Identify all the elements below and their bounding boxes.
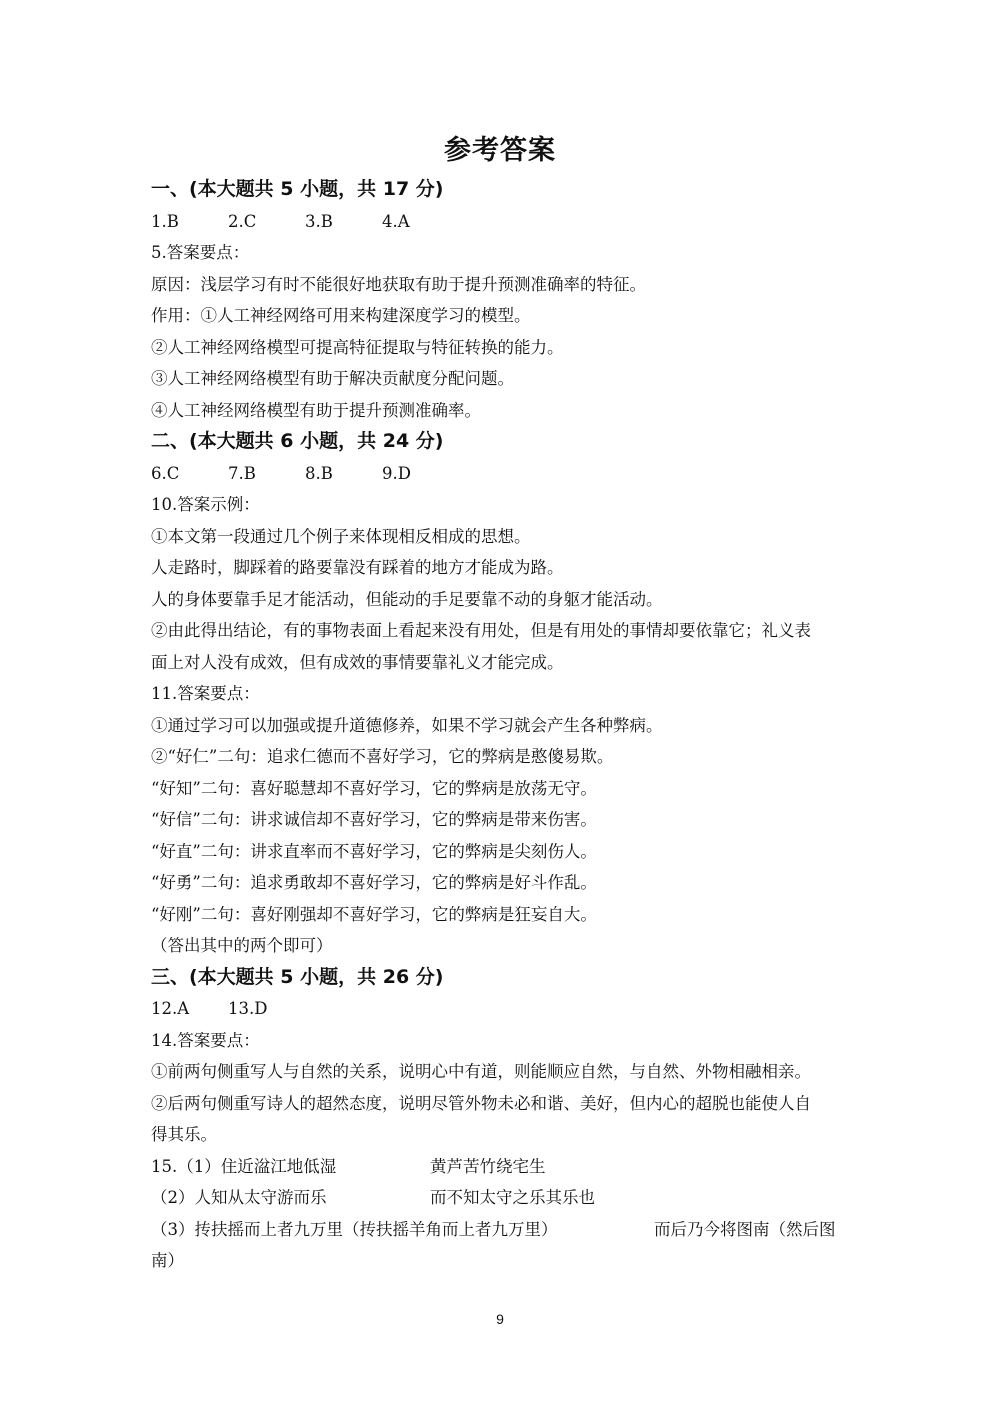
answer-q1: 1.B xyxy=(151,211,179,231)
section-1-heading: 一、(本大题共 5 小题，共 17 分) xyxy=(151,178,444,200)
q11-note: （答出其中的两个即可） xyxy=(151,936,333,955)
q11-line: “好直”二句：讲求直率而不喜好学习，它的弊病是尖刻伤人。 xyxy=(151,841,597,861)
q15-part-3 xyxy=(151,1214,851,1246)
answer-q9: 9.D xyxy=(382,463,411,483)
q10-label: 10.答案示例： xyxy=(151,495,260,514)
q11-line: “好勇”二句：追求勇敢却不喜好学习，它的弊病是好斗作乱。 xyxy=(151,873,597,892)
q11-line: “好刚”二句：喜好刚强却不喜好学习，它的弊病是狂妄自大。 xyxy=(151,904,597,924)
q5-line: ④人工神经网络模型有助于提升预测准确率。 xyxy=(151,400,481,420)
section-2-choice-answers xyxy=(151,458,851,490)
q15-1-second-blank: 黄芦苦竹绕宅生 xyxy=(430,1156,546,1176)
q10-line: ②由此得出结论，有的事物表面上看起来没有用处，但是有用处的事情却要依靠它；礼义表 xyxy=(151,621,811,640)
q11-line: “好信”二句：讲求诚信却不喜好学习，它的弊病是带来伤害。 xyxy=(151,810,597,829)
answer-q6: 6.C xyxy=(151,463,180,483)
q15-part-3-continued: 南） xyxy=(151,1251,184,1270)
q5-line: 作用：①人工神经网络可用来构建深度学习的模型。 xyxy=(151,306,531,325)
q5-line: 原因：浅层学习有时不能很好地获取有助于提升预测准确率的特征。 xyxy=(151,274,646,294)
q11-line: ①通过学习可以加强或提升道德修养，如果不学习就会产生各种弊病。 xyxy=(151,715,663,735)
q15-1-first-blank: 15.（1）住近湓江地低湿 xyxy=(151,1156,337,1176)
q10-line: 面上对人没有成效，但有成效的事情要靠礼义才能完成。 xyxy=(151,652,564,672)
page-title: 参考答案 xyxy=(444,135,556,166)
q10-line: 人的身体要靠手足才能活动，但能动的手足要靠不动的身躯才能活动。 xyxy=(151,589,663,609)
q14-line: ②后两句侧重写诗人的超然态度，说明尽管外物未必和谐、美好，但内心的超脱也能使人自 xyxy=(151,1093,811,1113)
page-number: 9 xyxy=(496,1311,504,1327)
q5-line: ③人工神经网络模型有助于解决贡献度分配问题。 xyxy=(151,369,514,388)
q11-label: 11.答案要点： xyxy=(151,684,260,703)
answer-q7: 7.B xyxy=(228,463,256,483)
answer-q4: 4.A xyxy=(382,211,410,231)
answer-q3: 3.B xyxy=(305,211,333,231)
q15-2-second-blank: 而不知太守之乐其乐也 xyxy=(430,1188,595,1207)
q14-label: 14.答案要点： xyxy=(151,1030,260,1050)
q11-line: ②“好仁”二句：追求仁德而不喜好学习，它的弊病是憨傻易欺。 xyxy=(151,747,614,766)
q11-line: “好知”二句：喜好聪慧却不喜好学习，它的弊病是放荡无守。 xyxy=(151,778,597,798)
answer-q8: 8.B xyxy=(305,463,333,483)
section-3-heading: 三、(本大题共 5 小题，共 26 分) xyxy=(151,965,444,988)
section-2-heading: 二、(本大题共 6 小题，共 24 分) xyxy=(151,430,444,452)
q15-part-1 xyxy=(151,1151,851,1183)
answer-q2: 2.C xyxy=(228,211,257,231)
section-1-choice-answers xyxy=(151,206,851,238)
q10-line: ①本文第一段通过几个例子来体现相反相成的思想。 xyxy=(151,526,531,546)
q5-label: 5.答案要点： xyxy=(151,243,250,262)
q15-part-2 xyxy=(151,1182,851,1214)
answer-content xyxy=(151,174,851,1277)
q5-line: ②人工神经网络模型可提高特征提取与特征转换的能力。 xyxy=(151,337,564,357)
answer-q13: 13.D xyxy=(228,999,268,1018)
q15-3-first-blank: （3）抟扶摇而上者九万里（抟扶摇羊角而上者九万里） xyxy=(151,1219,558,1239)
section-3-choice-answers xyxy=(151,993,851,1025)
q15-3-second-blank: 而后乃今将图南（然后图 xyxy=(654,1219,836,1239)
answer-q12: 12.A xyxy=(151,999,190,1018)
q14-line: 得其乐。 xyxy=(151,1125,217,1144)
q10-line: 人走路时，脚踩着的路要靠没有踩着的地方才能成为路。 xyxy=(151,558,564,577)
q15-2-first-blank: （2）人知从太守游而乐 xyxy=(151,1188,327,1207)
q14-line: ①前两句侧重写人与自然的关系，说明心中有道，则能顺应自然，与自然、外物相融相亲。 xyxy=(151,1062,811,1081)
